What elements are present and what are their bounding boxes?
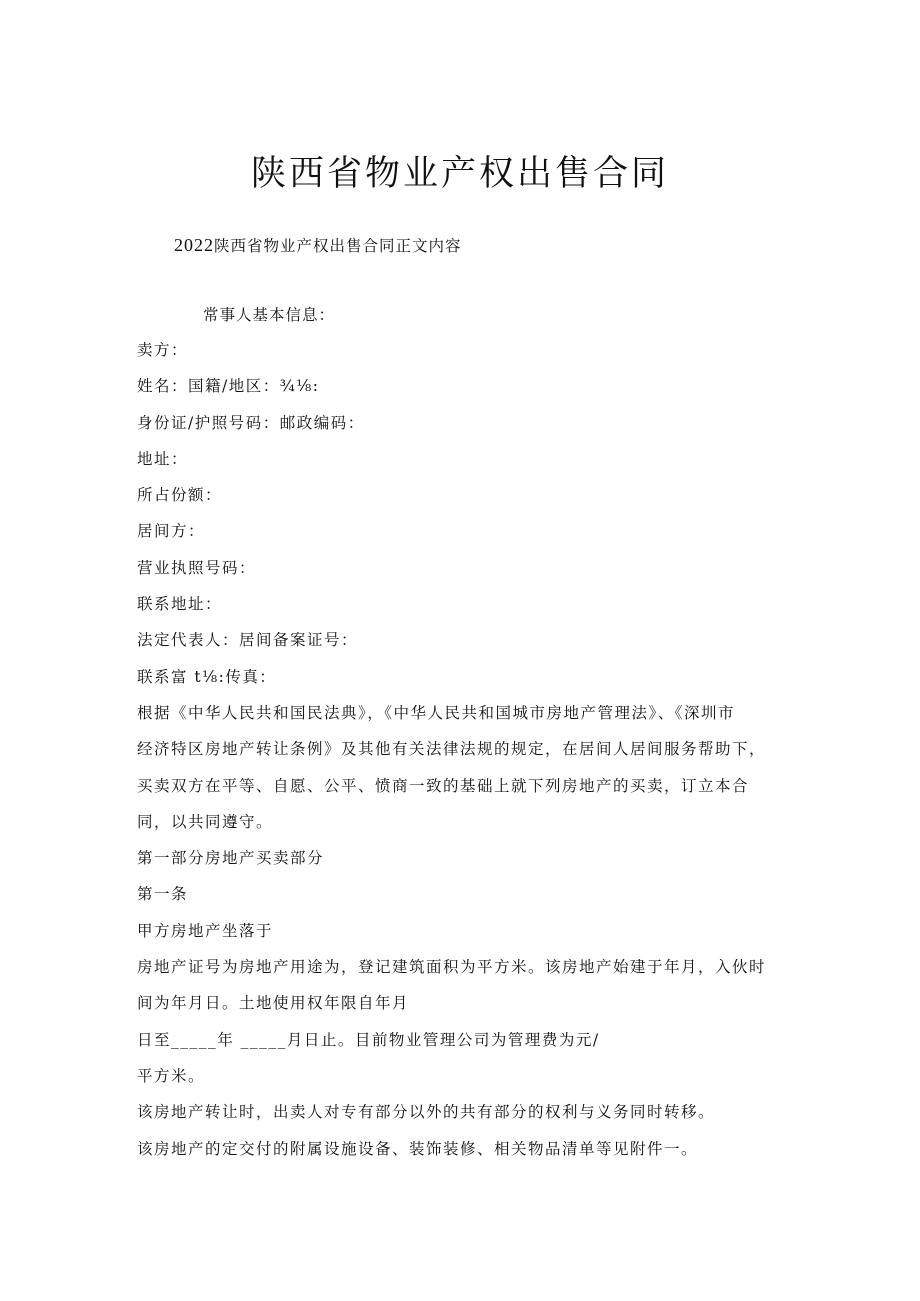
body-line: 姓名：国籍/地区：¾⅛:	[137, 377, 320, 396]
body-line: 居间方：	[137, 522, 206, 541]
body-line: 平方米。	[137, 1066, 206, 1085]
document-body	[137, 340, 787, 1175]
body-line: 甲方房地产坐落于	[137, 921, 274, 940]
document-subtitle	[174, 234, 462, 256]
document-title: 陕西省物业产权出售合同	[250, 154, 669, 194]
body-line: 根据《中华人民共和国民法典》，《中华人民共和国城市房地产管理法》、《深圳市	[137, 703, 736, 722]
body-line: 房地产证号为房地产用途为，登记建筑面积为平方米。该房地产始建于年月，入伙时	[137, 958, 767, 977]
body-line: 地址：	[137, 449, 189, 468]
body-line: 联系地址：	[137, 595, 223, 614]
section-heading: 常事人基本信息：	[203, 306, 336, 324]
body-line: 卖方：	[137, 341, 189, 359]
body-line: 所占份额：	[137, 486, 223, 505]
body-line: 营业执照号码：	[137, 558, 257, 577]
body-line: 买卖双方在平等、自愿、公平、愤商一致的基础上就下列房地产的买卖，订立本合	[137, 776, 750, 795]
subtitle-year: 2022	[174, 235, 214, 255]
body-line: 联系富 t⅛:传真：	[137, 667, 277, 686]
body-line: 第一部分房地产买卖部分	[137, 849, 325, 868]
body-line: 经济特区房地产转让条例》及其他有关法律法规的规定，在居间人居间服务帮助下，	[137, 740, 767, 759]
body-line: 日至_____年 _____月日止。目前物业管理公司为管理费为元/	[137, 1030, 600, 1049]
body-line: 第一条	[137, 885, 189, 904]
body-line: 该房地产的定交付的附属设施设备、装饰装修、相关物品清单等见附件一。	[137, 1139, 699, 1158]
body-line: 间为年月日。土地使用权年限自年月	[137, 994, 410, 1013]
body-line: 法定代表人：居间备案证号：	[137, 631, 359, 650]
body-line: 该房地产转让时，出卖人对专有部分以外的共有部分的权利与义务同时转移。	[137, 1103, 716, 1122]
subtitle-text: 陕西省物业产权出售合同正文内容	[214, 237, 462, 255]
body-line: 同，以共同遵守。	[137, 812, 274, 831]
body-line: 身份证/护照号码：邮政编码：	[137, 413, 365, 432]
